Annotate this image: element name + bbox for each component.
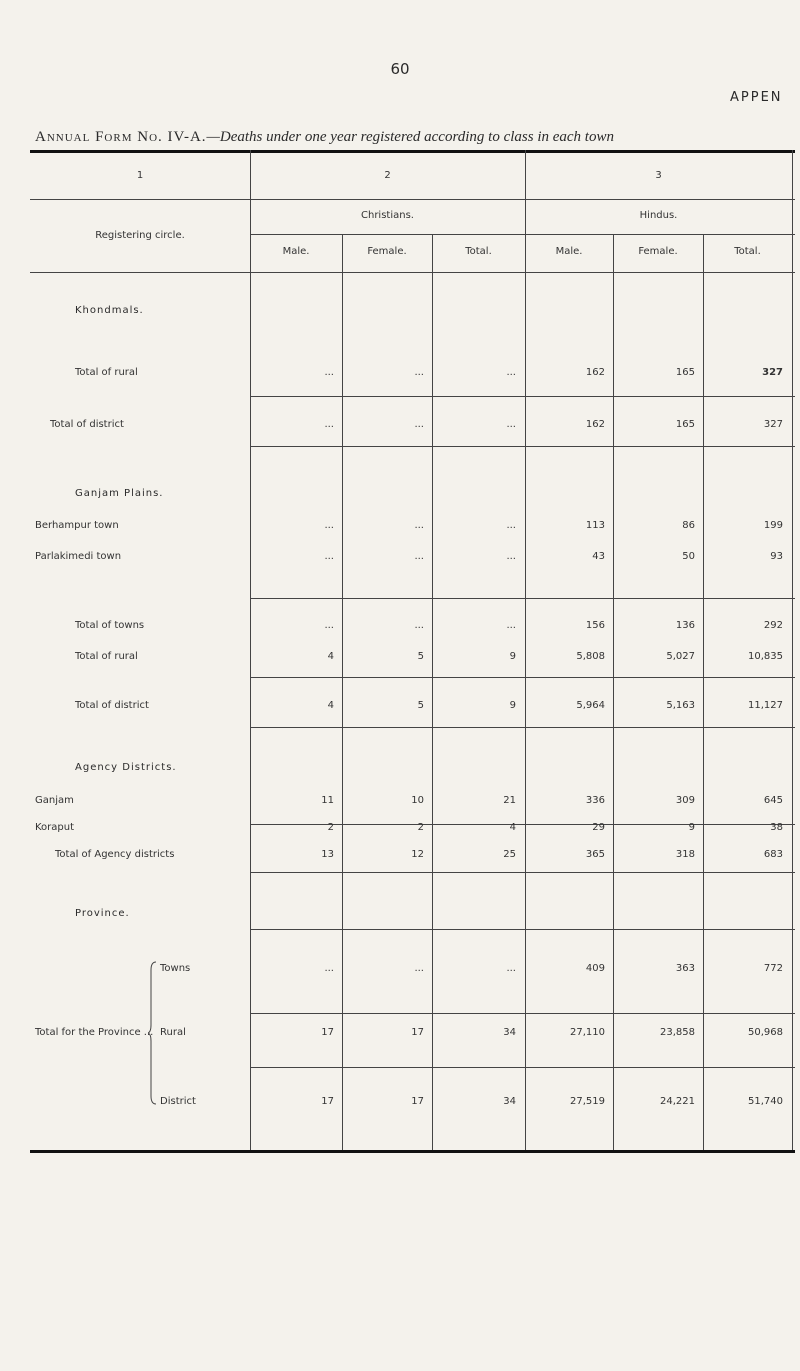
table-cell: ... [506,367,516,378]
group-header-hindus: Hindus. [639,210,678,221]
caption-body: —Deaths under one year registered according to class in each town [206,129,614,145]
table-cell: 165 [675,367,695,378]
table-cell: 21 [503,795,516,806]
table-cell: 51,740 [748,1096,783,1107]
table-cell: 327 [762,367,783,378]
table-cell: 11 [321,795,334,806]
table-cell: ... [414,419,424,430]
table-cell: 772 [763,963,783,974]
table-cell: ... [414,963,424,974]
table-cell: 327 [763,419,783,430]
table-cell: 5,964 [576,700,605,711]
table-cell: 10,835 [748,651,783,662]
table-cell: 11,127 [748,700,783,711]
table-cell: 17 [321,1027,334,1038]
column-number: 3 [655,170,662,181]
table-cell: 5,027 [666,651,695,662]
table-cell: 409 [585,963,605,974]
section-heading: Ganjam Plains. [75,488,164,499]
table-cell: 13 [321,849,334,860]
table-cell: 4 [509,822,516,833]
section-heading: Agency Districts. [75,762,177,773]
row-label: Rural [160,1027,186,1038]
row-label: Ganjam [35,795,74,806]
table-cell: 27,110 [570,1027,605,1038]
table-cell: ... [506,520,516,531]
row-label: District [160,1096,196,1107]
table-cell: 9 [688,822,695,833]
running-head: APPEN [730,90,783,105]
table-cell: ... [506,551,516,562]
row-header: Registering circle. [95,230,185,241]
table-cell: 113 [585,520,605,531]
table-cell: 336 [585,795,605,806]
table-cell: 5 [417,700,424,711]
table-cell: ... [324,419,334,430]
subheader-total: Total. [465,246,492,257]
table-cell: 50 [682,551,695,562]
row-label: Total of rural [75,367,138,378]
table-cell: 38 [770,822,783,833]
table-cell: ... [506,963,516,974]
row-label: Total of towns [75,620,145,631]
subheader-male: Male. [282,246,310,257]
province-label: Total for the Province ... [35,1027,154,1038]
table-cell: 23,858 [660,1027,695,1038]
table-cell: 199 [763,520,783,531]
table-cell: 156 [585,620,605,631]
table-cell: 17 [321,1096,334,1107]
table-cell: 363 [675,963,695,974]
table-cell: ... [414,520,424,531]
row-label: Total of district [50,419,124,430]
table-cell: ... [324,963,334,974]
subheader-female: Female. [638,246,678,257]
table-cell: 34 [503,1096,516,1107]
table-cell: 17 [411,1096,424,1107]
table-cell: 34 [503,1027,516,1038]
table-cell: ... [324,551,334,562]
table-cell: 318 [675,849,695,860]
table-cell: 162 [585,367,605,378]
table-cell: 29 [592,822,605,833]
brace [148,960,158,1106]
table-cell: ... [414,367,424,378]
column-number: 2 [384,170,391,181]
table-cell: ... [506,620,516,631]
table-cell: 365 [585,849,605,860]
table-cell: 93 [770,551,783,562]
row-label: Total of Agency districts [55,849,175,860]
column-number: 1 [136,170,144,181]
table-cell: 50,968 [748,1027,783,1038]
table-cell: 27,519 [570,1096,605,1107]
table-cell: ... [506,419,516,430]
table-cell: ... [414,620,424,631]
table-cell: 43 [592,551,605,562]
table-cell: 10 [411,795,424,806]
caption-lead: Annual Form No. IV-A. [35,129,207,145]
table-cell: 17 [411,1027,424,1038]
row-label: Parlakimedi town [35,551,122,562]
table-cell: ... [324,620,334,631]
table-cell: 2 [417,822,424,833]
row-label: Towns [160,963,191,974]
section-heading: Province. [75,908,130,919]
table-cell: 683 [763,849,783,860]
table-cell: ... [414,551,424,562]
table-cell: 5,163 [666,700,695,711]
table-cell: 165 [675,419,695,430]
table-cell: ... [324,520,334,531]
table-cell: 2 [327,822,334,833]
table-cell: 292 [763,620,783,631]
table-cell: 4 [327,700,334,711]
row-label: Koraput [35,822,75,833]
row-label: Total of rural [75,651,138,662]
table-cell: 5 [417,651,424,662]
table-cell: 24,221 [660,1096,695,1107]
subheader-total: Total. [734,246,761,257]
table-cell: 86 [682,520,695,531]
table-cell: 645 [763,795,783,806]
table-cell: 309 [675,795,695,806]
table-cell: 9 [509,700,516,711]
table-cell: 5,808 [576,651,605,662]
table-cell: 136 [675,620,695,631]
table-cell: 162 [585,419,605,430]
row-label: Berhampur town [35,520,119,531]
page-number: 60 [390,60,410,78]
group-header-christians: Christians. [361,210,414,221]
table-cell: 12 [411,849,424,860]
table-cell: ... [324,367,334,378]
table-cell: 9 [509,651,516,662]
table-cell: 4 [327,651,334,662]
section-heading: Khondmals. [75,305,144,316]
table-cell: 25 [503,849,516,860]
subheader-female: Female. [367,246,407,257]
row-label: Total of district [75,700,149,711]
subheader-male: Male. [555,246,583,257]
